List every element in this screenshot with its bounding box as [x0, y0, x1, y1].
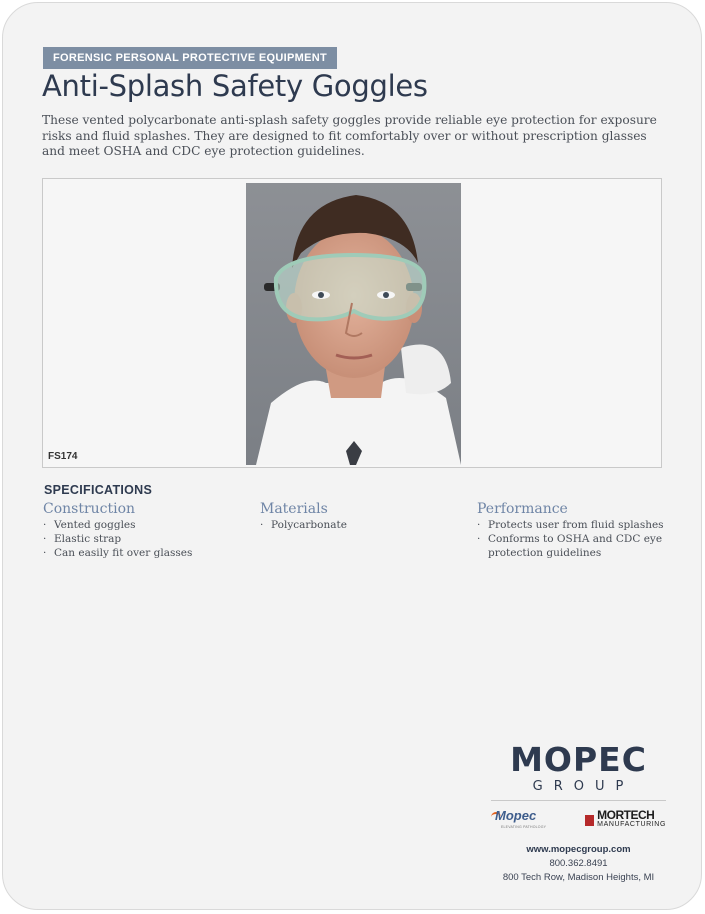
spec-column-title: Construction	[43, 501, 136, 517]
mopec-sub-logo	[491, 808, 553, 832]
spec-item: · Conforms to OSHA and CDC eye protection guidelines	[477, 532, 667, 560]
mortech-logo-subtext: MANUFACTURING	[597, 821, 666, 828]
spec-item: · Protects user from fluid splashes	[477, 518, 667, 532]
product-code: FS174	[48, 451, 78, 462]
page-title: Anti-Splash Safety Goggles	[42, 69, 428, 103]
product-photo-frame	[42, 178, 662, 468]
mopec-sub-logo-tagline: ELEVATING PATHOLOGY	[501, 825, 547, 829]
mortech-mark-icon	[585, 815, 594, 826]
mopec-logo: MOPEC	[510, 740, 647, 779]
spec-item: · Vented goggles	[43, 518, 243, 532]
intro-paragraph: These vented polycarbonate anti-splash safety goggles provide reliable eye protection for exposure risks and fluid splashes. They are designed to fit comfortably over or without prescription glasses and meet OSHA and CDC eye protection guidelines.	[42, 113, 657, 159]
mortech-logo-text: MORTECH	[597, 808, 655, 822]
category-label: FORENSIC PERSONAL PROTECTIVE EQUIPMENT	[43, 47, 337, 69]
contact-info	[491, 843, 666, 885]
mopec-group-logo-block	[491, 740, 666, 885]
product-photo	[246, 183, 461, 465]
spec-item: · Elastic strap	[43, 532, 243, 546]
specifications-heading: SPECIFICATIONS	[44, 483, 153, 497]
spec-column-title: Materials	[260, 501, 328, 517]
spec-item: · Can easily fit over glasses	[43, 546, 243, 560]
divider	[491, 800, 666, 801]
spec-list	[260, 518, 460, 532]
spec-item: · Polycarbonate	[260, 518, 460, 532]
website-link[interactable]: www.mopecgroup.com	[526, 844, 631, 855]
spec-sheet	[2, 2, 702, 910]
spec-column-construction	[43, 501, 243, 560]
spec-column-title: Performance	[477, 501, 568, 517]
mortech-logo	[585, 808, 666, 829]
group-wordmark: GROUP	[532, 779, 635, 794]
spec-list	[477, 518, 667, 560]
spec-column-performance	[477, 501, 667, 560]
spec-list	[43, 518, 243, 560]
mopec-sub-logo-text: Mopec	[495, 808, 537, 823]
spec-column-materials	[260, 501, 460, 532]
address: 800 Tech Row, Madison Heights, MI	[502, 872, 655, 883]
sub-brand-logos	[491, 807, 666, 833]
phone-number: 800.362.8491	[549, 858, 608, 869]
